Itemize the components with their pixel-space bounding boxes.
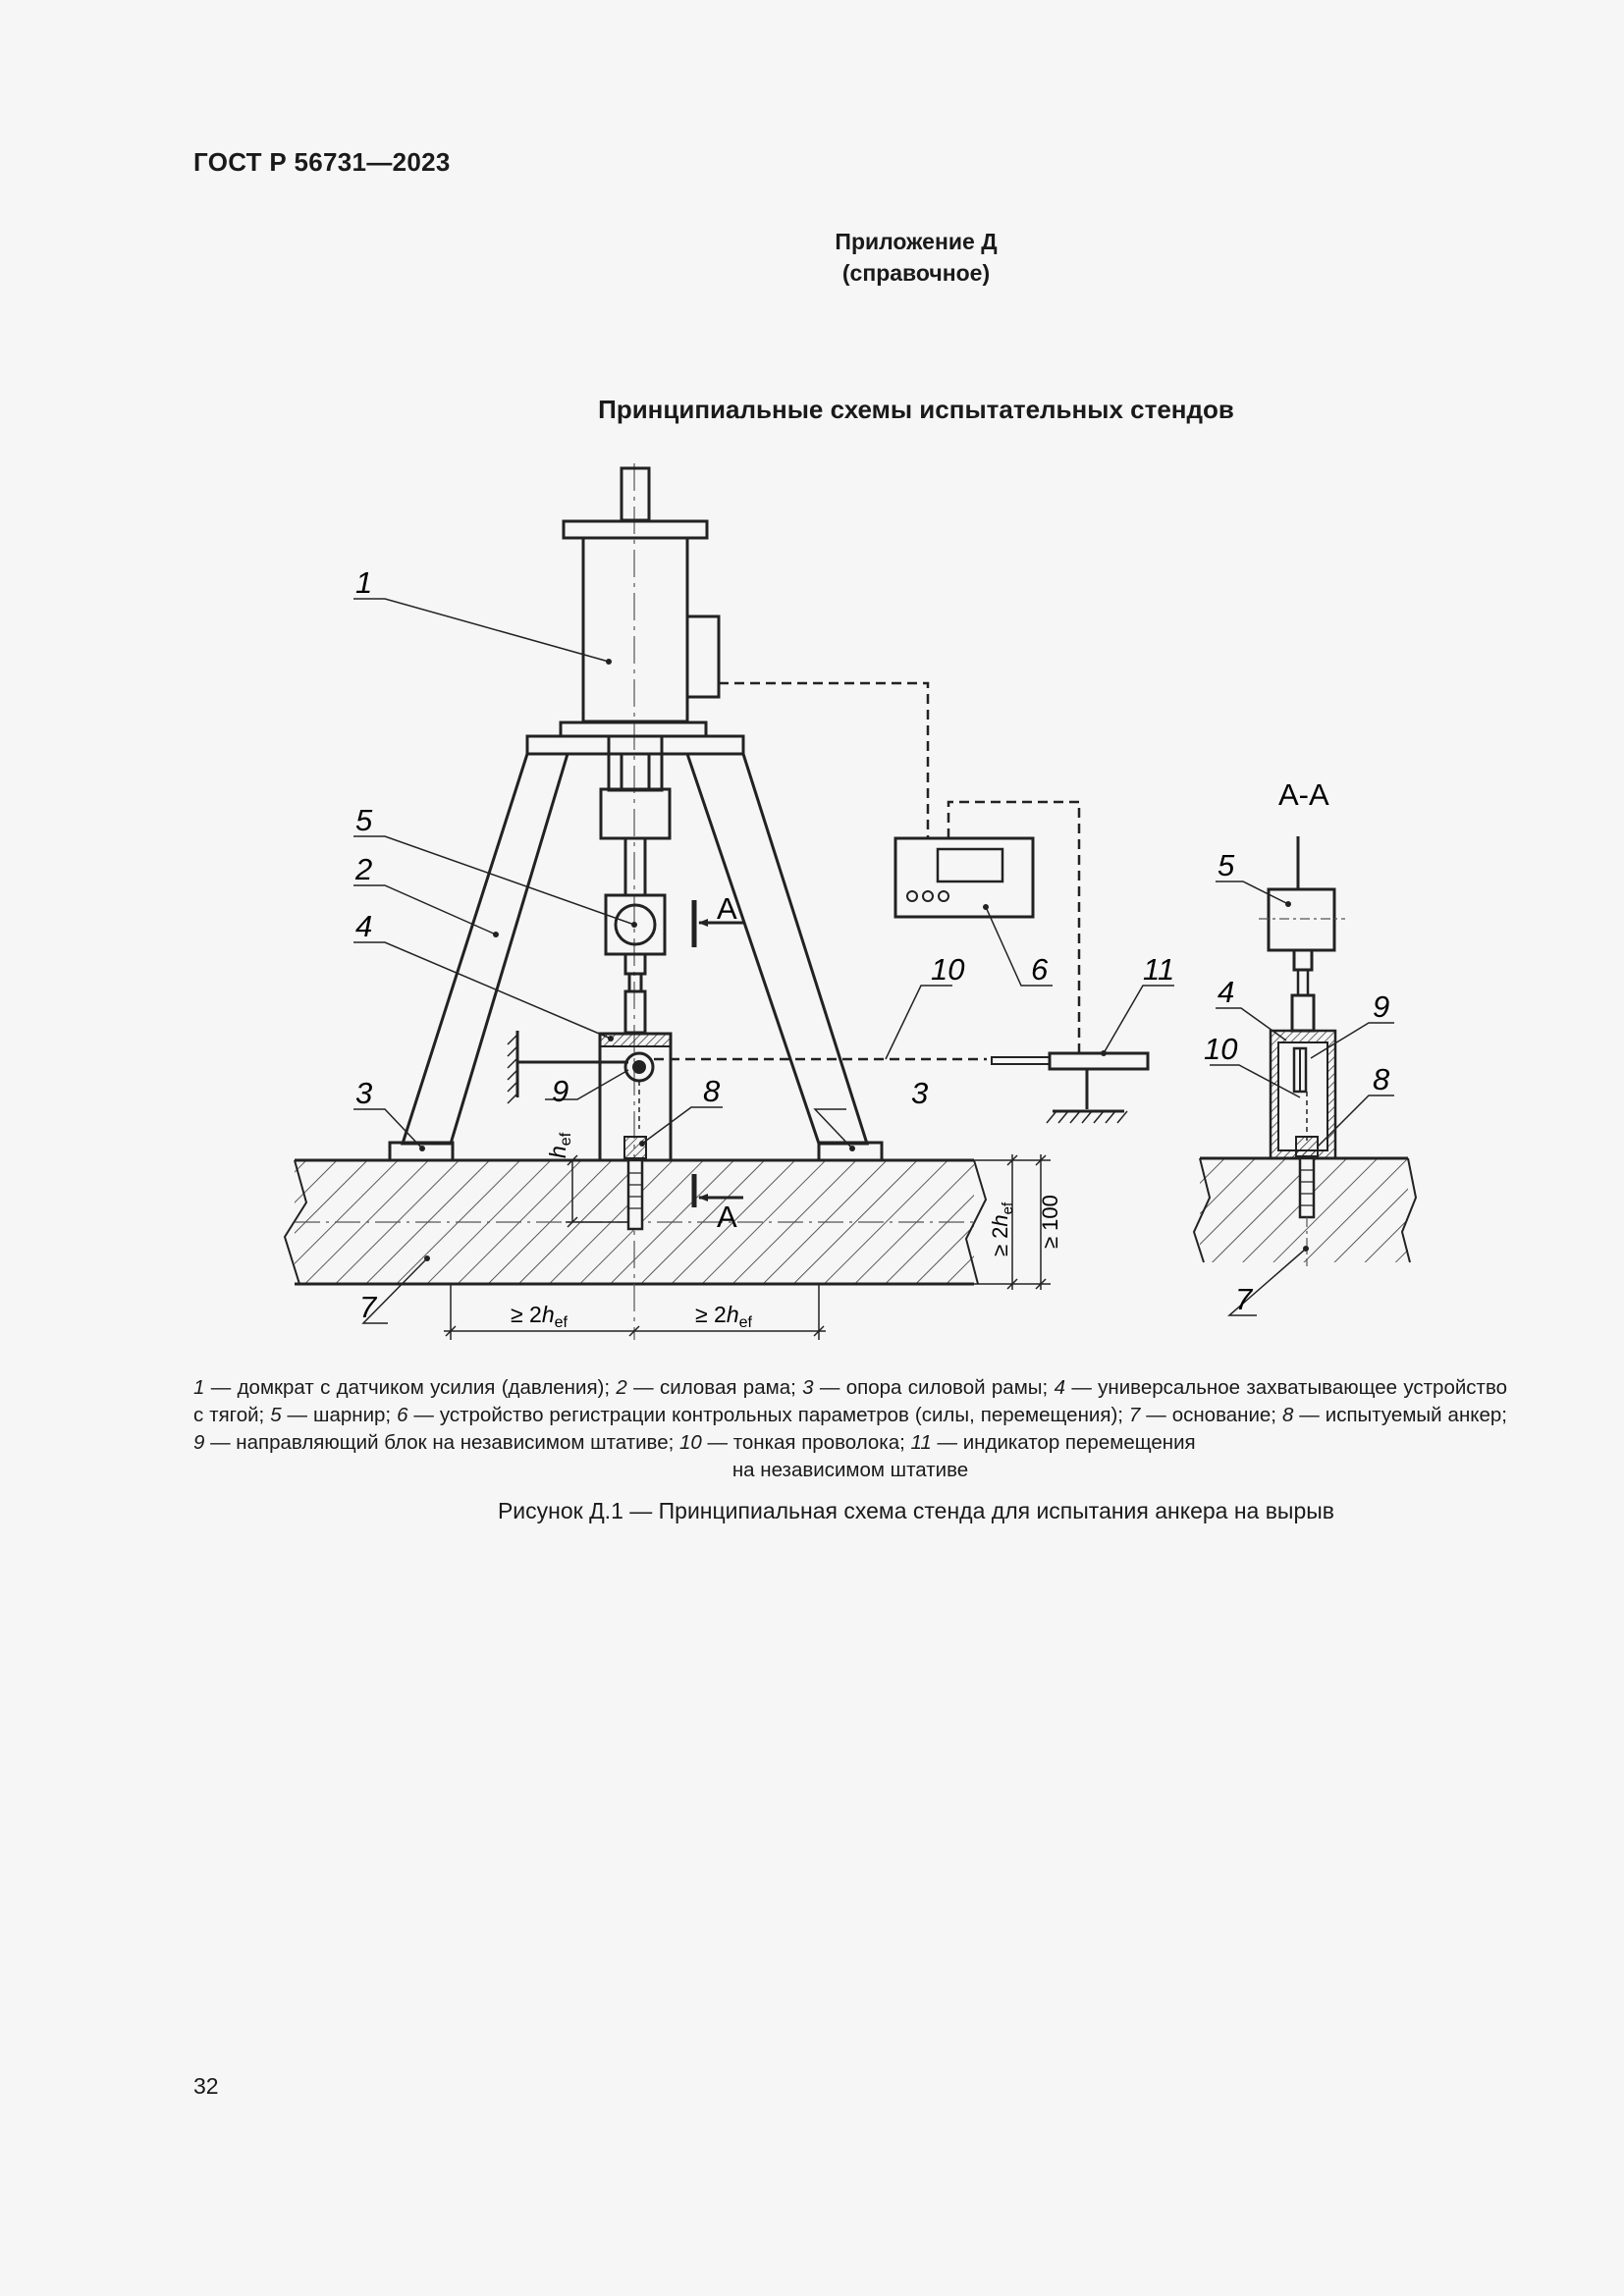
jack bbox=[561, 468, 719, 790]
dimension-right-label: ≥ $2h_{ef}$ bbox=[695, 1302, 752, 1331]
figure-caption: Рисунок Д.1 — Принципиальная схема стенда для испытания анкера на вырыв bbox=[497, 1498, 1335, 1523]
label-5: 5 bbox=[355, 803, 373, 837]
page-number: 32 bbox=[193, 2073, 219, 2099]
section-label-9: 9 bbox=[1373, 989, 1390, 1024]
label-11: 11 bbox=[1143, 952, 1175, 987]
legend-body bbox=[193, 1374, 1507, 1457]
section-label-10: 10 bbox=[1204, 1032, 1238, 1066]
label-6: 6 bbox=[1031, 952, 1049, 987]
displacement-indicator bbox=[992, 1053, 1148, 1123]
document-code: ГОСТ Р 56731—2023 bbox=[193, 147, 451, 177]
annex-note: (справочное) bbox=[841, 260, 991, 286]
label-3-right: 3 bbox=[911, 1076, 929, 1110]
section-label-7: 7 bbox=[1235, 1282, 1253, 1316]
legend-item: 5 — шарнир; bbox=[270, 1404, 398, 1426]
section-label-8: 8 bbox=[1373, 1062, 1390, 1096]
dimension-left-label: ≥ $2h_{ef}$ bbox=[511, 1302, 568, 1331]
rod-and-hinge bbox=[601, 754, 670, 1033]
legend-item: 10 — тонкая проволока; bbox=[679, 1431, 911, 1454]
label-4: 4 bbox=[355, 909, 373, 943]
legend-item: 2 — силовая рама; bbox=[616, 1376, 803, 1399]
figure-legend bbox=[193, 1374, 1507, 1484]
legend-item: 1 — домкрат с датчиком усилия (давления); bbox=[193, 1376, 617, 1399]
label-2: 2 bbox=[355, 852, 373, 886]
power-frame bbox=[390, 736, 882, 1160]
section-mark-top-label: А bbox=[717, 891, 737, 926]
section-label-4: 4 bbox=[1218, 975, 1235, 1009]
label-3-left: 3 bbox=[355, 1076, 373, 1110]
section-view-title: А-А bbox=[1278, 777, 1329, 812]
dimension-vertical-100-label: ≥ 100 bbox=[1038, 1195, 1062, 1249]
signal-cables bbox=[654, 683, 1079, 1059]
label-7: 7 bbox=[359, 1290, 377, 1324]
legend-item: 3 — опора силовой рамы; bbox=[802, 1376, 1055, 1399]
label-10: 10 bbox=[931, 952, 965, 987]
section-label-5: 5 bbox=[1218, 848, 1235, 882]
legend-item: 4 — универсальное захватывающее устройство с тягой; bbox=[193, 1376, 1508, 1426]
label-8: 8 bbox=[703, 1074, 721, 1108]
legend-last-line: на независимом штативе bbox=[731, 1459, 969, 1481]
legend-item: 7 — основание; bbox=[1128, 1404, 1282, 1426]
annex-title: Приложение Д bbox=[835, 229, 998, 254]
legend-item: 9 — направляющий блок на независимом штативе; bbox=[193, 1431, 679, 1454]
registration-device bbox=[895, 838, 1033, 917]
legend-item: 6 — устройство регистрации контрольных параметров (силы, перемещения); bbox=[397, 1404, 1129, 1426]
section-mark-bottom-label: А bbox=[717, 1200, 737, 1234]
label-9: 9 bbox=[552, 1074, 569, 1108]
section-title: Принципиальные схемы испытательных стендов bbox=[598, 395, 1234, 424]
legend-item: 11 — индикатор перемещения bbox=[910, 1431, 1196, 1454]
section-mark-top bbox=[694, 891, 743, 947]
label-1: 1 bbox=[355, 565, 373, 600]
dimension-hef-label: $h_{ef}$ bbox=[545, 1132, 574, 1158]
legend-item: 8 — испытуемый анкер; bbox=[1281, 1404, 1507, 1426]
dimension-vertical-2hef-label: ≥ $2h_{ef}$ bbox=[988, 1201, 1016, 1256]
